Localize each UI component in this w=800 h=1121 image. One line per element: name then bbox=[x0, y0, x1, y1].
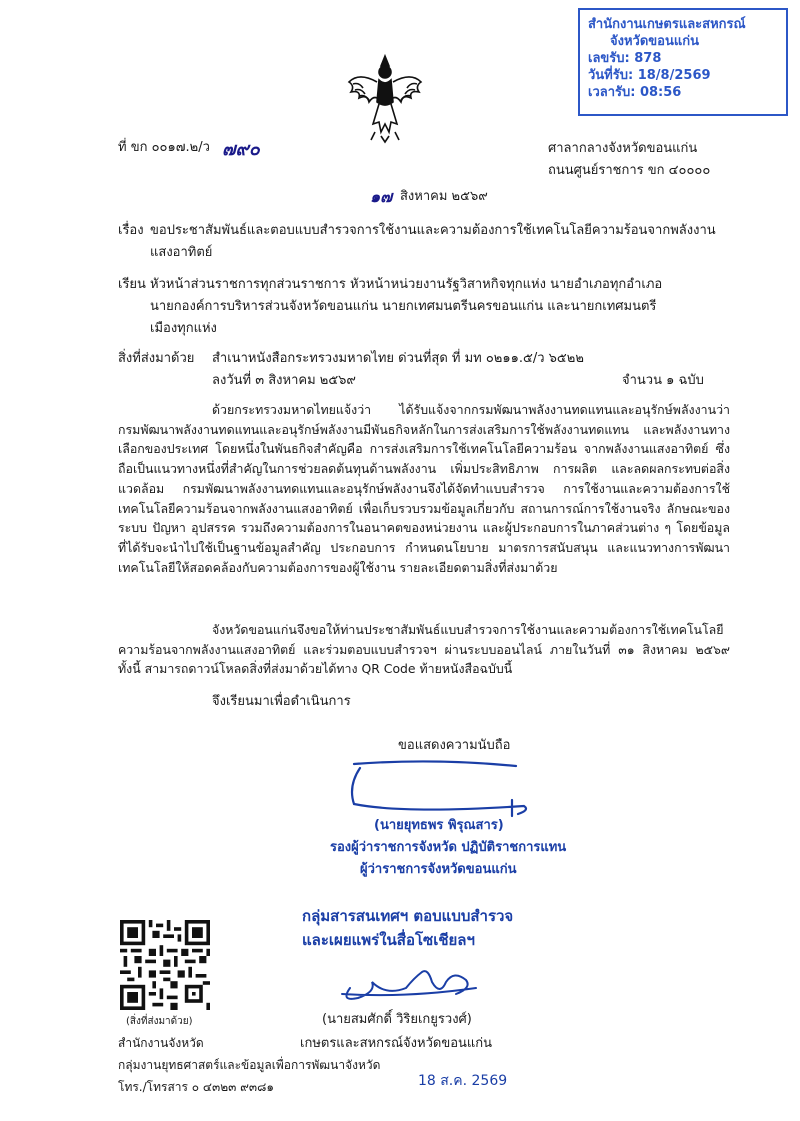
stamp-receive-no: เลขรับ: 878 bbox=[588, 51, 662, 66]
recipient-line1: หัวหน้าส่วนราชการทุกส่วนราชการ หัวหน้าหน่วยงานรัฐวิสาหกิจทุกแห่ง นายอำเภอทุกอำเภอ bbox=[150, 277, 663, 292]
stamp-receive-time: เวลารับ: 08:56 bbox=[588, 85, 682, 100]
body-paragraph-2: จังหวัดขอนแก่นจึงขอให้ท่านประชาสัมพันธ์แบบสำรวจการใช้งานและความต้องการใช้เทคโนโลยี ความร้อนจากพลังงานแสงอาทิตย์ และร่วมตอบแบบสำรวจฯ ผ่านระบบออนไลน์ ภายในวันที่ ๓๑ สิงหาคม ๒๕๖๙ ทั้งนี้ สามารถดาวน์โหลดสิ่งที่ส่งมาด้วยได้ทาง QR Code ท้ายหนังสือฉบับนี้ bbox=[118, 622, 730, 677]
reference-handwritten: ๗๙๐ bbox=[222, 139, 260, 160]
reference-number: ที่ ขก ๐๐๑๗.๒/ว bbox=[118, 140, 210, 155]
stamp-receive-date: วันที่รับ: 18/8/2569 bbox=[588, 68, 711, 83]
signer-position-2: ผู้ว่าราชการจังหวัดขอนแก่น bbox=[360, 862, 517, 877]
date-day: ๑๗ bbox=[370, 187, 393, 206]
footer-phone: โทร./โทรสาร ๐ ๔๓๒๓ ๙๓๘๑ bbox=[118, 1080, 274, 1094]
stamp-office-line1: สำนักงานเกษตรและสหกรณ์ bbox=[588, 17, 746, 32]
stamp-office-line2: จังหวัดขอนแก่น bbox=[610, 34, 699, 49]
signer-name: (นายยุทธพร พิรุณสาร) bbox=[374, 818, 504, 833]
note-signer-name: (นายสมศักดิ์ วิริยเกยูรวงศ์) bbox=[322, 1012, 472, 1027]
regards-text: ขอแสดงความนับถือ bbox=[398, 738, 511, 753]
note-signer-position: เกษตรและสหกรณ์จังหวัดขอนแก่น bbox=[300, 1036, 493, 1051]
attachment-label: สิ่งที่ส่งมาด้วย bbox=[118, 351, 195, 366]
subject-line2: แสงอาทิตย์ bbox=[150, 245, 213, 260]
attachment-line1: สำเนาหนังสือกระทรวงมหาดไทย ด่วนที่สุด ที่ มท ๐๒๑๑.๕/ว ๖๕๒๒ bbox=[212, 351, 584, 366]
attachment-count: จำนวน ๑ ฉบับ bbox=[622, 373, 704, 388]
closing-line: จึงเรียนมาเพื่อดำเนินการ bbox=[212, 694, 351, 709]
signature-2-icon bbox=[336, 958, 486, 1008]
qr-caption: (สิ่งที่ส่งมาด้วย) bbox=[126, 1016, 193, 1027]
recipient-line2: นายกองค์การบริหารส่วนจังหวัดขอนแก่น นายกเทศมนตรีนครขอนแก่น และนายกเทศมนตรี bbox=[150, 299, 657, 314]
note-line2: และเผยแพร่ในสื่อโซเชียลฯ bbox=[302, 931, 475, 949]
date-month-year: สิงหาคม ๒๕๖๙ bbox=[400, 189, 488, 204]
note-line1: กลุ่มสารสนเทศฯ ตอบแบบสำรวจ bbox=[302, 907, 514, 925]
signature-1-icon bbox=[344, 756, 534, 818]
recipient-line3: เมืองทุกแห่ง bbox=[150, 321, 217, 336]
footer-group: กลุ่มงานยุทธศาสตร์และข้อมูลเพื่อการพัฒนาจังหวัด bbox=[118, 1058, 381, 1072]
subject-label: เรื่อง bbox=[118, 223, 144, 238]
garuda-emblem-icon bbox=[345, 52, 425, 144]
note-date: 18 ส.ค. 2569 bbox=[418, 1073, 508, 1089]
footer-office: สำนักงานจังหวัด bbox=[118, 1036, 204, 1050]
signer-position-1: รองผู้ว่าราชการจังหวัด ปฏิบัติราชการแทน bbox=[330, 840, 567, 855]
issuer-line2: ถนนศูนย์ราชการ ขก ๔๐๐๐๐ bbox=[548, 163, 711, 178]
subject-line1: ขอประชาสัมพันธ์และตอบแบบสำรวจการใช้งานและความต้องการใช้เทคโนโลยีความร้อนจากพลังงาน bbox=[150, 223, 716, 238]
body-paragraph-1: ด้วยกระทรวงมหาดไทยแจ้งว่า ได้รับแจ้งจากกรมพัฒนาพลังงานทดแทนและอนุรักษ์พลังงานว่า กรมพัฒนาพลังงานทดแทนและอนุรักษ์พลังงานมีพันธกิจหลักในการส่งเสริมการใช้พลังงานทดแทน และพลังงานทางเลือกของประเทศ โดยหนึ่งในพันธกิจสำคัญคือ การส่งเสริมการใช้เทคโนโลยีความร้อน จากพลังงานแสงอาทิตย์ ซึ่งถือเป็นแนวทางหนึ่งที่สำคัญในการช่วยลดต้นทุนด้านพลังงาน เพิ่มประสิทธิภาพ การผลิต และลดผลกระทบต่อสิ่งแวดล้อม กรมพัฒนาพลังงานทดแทนและอนุรักษ์พลังงานจึงได้จัดทำแบบสำรวจ การใช้งานและความต้องการใช้เทคโนโลยีความร้อนจากพลังงานแสงอาทิตย์ เพื่อเก็บรวบรวมข้อมูลเกี่ยวกับ สถานการณ์การใช้งานจริง ลักษณะของระบบ ปัญหา อุปสรรค รวมถึงความต้องการในอนาคตของหน่วยงาน และผู้ประกอบการในภาคส่วนต่าง ๆ โดยข้อมูลที่ได้รับจะนำไปใช้เป็นฐานข้อมูลสำคัญ ประกอบการ กำหนดนโยบาย มาตรการสนับสนุน และแนวทางการพัฒนาเทคโนโลยีให้สอดคล้องกับความต้องการของผู้ใช้งาน รายละเอียดตามสิ่งที่ส่งมาด้วย bbox=[118, 402, 730, 575]
qr-code-icon[interactable] bbox=[120, 920, 210, 1010]
attachment-line2: ลงวันที่ ๓ สิงหาคม ๒๕๖๙ bbox=[212, 373, 356, 388]
recipient-label: เรียน bbox=[118, 277, 146, 292]
receive-stamp bbox=[578, 8, 788, 116]
issuer-line1: ศาลากลางจังหวัดขอนแก่น bbox=[548, 141, 698, 156]
